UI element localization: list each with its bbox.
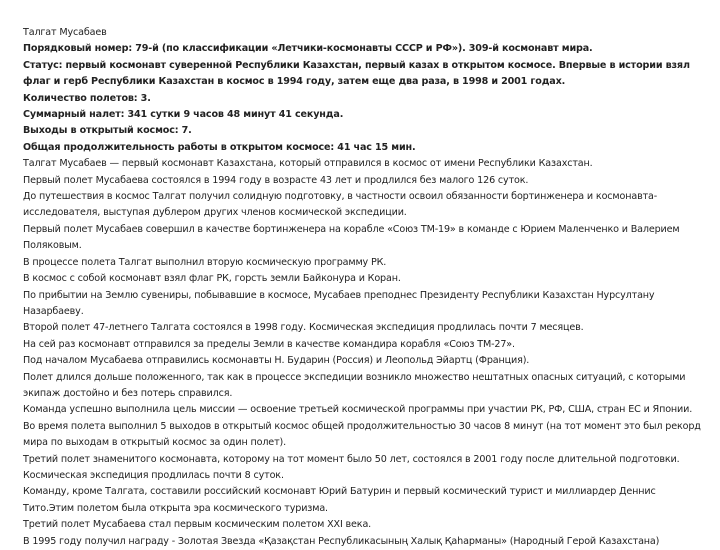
paragraph: Под началом Мусабаева отправились космонавты Н. Бударин (Россия) и Леопольд Эйартц (Франция). (23, 355, 530, 367)
paragraph: По прибытии на Землю сувениры, побывавшие в космосе, Мусабаев преподнес Президенту Республики Казахстан Нурсултану Назарбаеву. (23, 289, 655, 317)
paragraph: Полет длился дольше положенного, так как в процессе экспедиции возникло множество нештатных опасных ситуаций, с которыми экипаж достойно и без потерь справился. (23, 371, 686, 399)
paragraph: Третий полет знаменитого космонавта, которому на тот момент было 50 лет, состоялся в 2001 году после длительной подготовки. Космическая экспедиция продлилась почти 8 суток. (23, 453, 680, 481)
paragraph: Третий полет Мусабаева стал первым космическим полетом XXI века. (23, 519, 372, 531)
fact-status: Статус: первый космонавт суверенной Республики Казахстан, первый казах в открытом космосе. Впервые в истории взял флаг и герб Республики Казахстан в космос в 1994 году, затем еще два раза, в 1998 и 2001 годах. (23, 59, 690, 88)
fact-serial-number: Порядковый номер: 79-й (по классификации «Летчики-космонавты СССР и РФ»). 309-й космонавт мира. (23, 43, 593, 55)
paragraph: Во время полета выполнил 5 выходов в открытый космос общей продолжительностью 30 часов 8 минут (на тот момент это был рекорд мира по выходам в открытый космос за один полет). (23, 420, 701, 449)
fact-total-flight-time: Суммарный налет: 341 сутки 9 часов 48 минут 41 секунда. (23, 109, 344, 121)
paragraph: В 1995 году получил награду - Золотая Звезда «Қазақстан Республикасының Халық Қаһарманы» (Народный Герой Казахстана) (23, 535, 660, 547)
document-body (23, 25, 703, 550)
fact-spacewalk-duration: Общая продолжительность работы в открытом космосе: 41 час 15 мин. (23, 141, 416, 153)
fact-spacewalks: Выходы в открытый космос: 7. (23, 125, 192, 137)
paragraph: Первый полет Мусабаев совершил в качестве бортинженера на корабле «Союз ТМ-19» в команде с Юрием Маленченко и Валерием Поляковым. (23, 223, 680, 252)
paragraph: Команду, кроме Талгата, составили российский космонавт Юрий Батурин и первый космический турист и миллиардер Деннис Тито.Этим полетом была открыта эра космического туризма. (23, 486, 656, 514)
paragraph: В космос с собой космонавт взял флаг РК, горсть земли Байконура и Коран. (23, 273, 401, 285)
fact-flight-count: Количество полетов: 3. (23, 92, 151, 104)
paragraph: Первый полет Мусабаева состоялся в 1994 году в возрасте 43 лет и продлился без малого 126 суток. (23, 174, 529, 186)
paragraph: Команда успешно выполнила цель миссии — освоение третьей космической программы при участии РК, РФ, США, стран ЕС и Японии. (23, 404, 693, 416)
paragraph: На сей раз космонавт отправился за пределы Земли в качестве командира корабля «Союз ТМ-27». (23, 338, 515, 350)
paragraph: До путешествия в космос Талгат получил солидную подготовку, в частности освоил обязанности бортинженера и космонавта-исследователя, выступая дублером других членов космической экспедиции. (23, 191, 658, 219)
paragraph: Второй полет 47-летнего Талгата состоялся в 1998 году. Космическая экспедиция продлилась почти 7 месяцев. (23, 322, 584, 334)
paragraph: В процессе полета Талгат выполнил вторую космическую программу РК. (23, 256, 387, 268)
document-title: Талгат Мусабаев (23, 27, 107, 38)
paragraph: Талгат Мусабаев — первый космонавт Казахстана, который отправился в космос от имени Республики Казахстан. (23, 158, 593, 170)
